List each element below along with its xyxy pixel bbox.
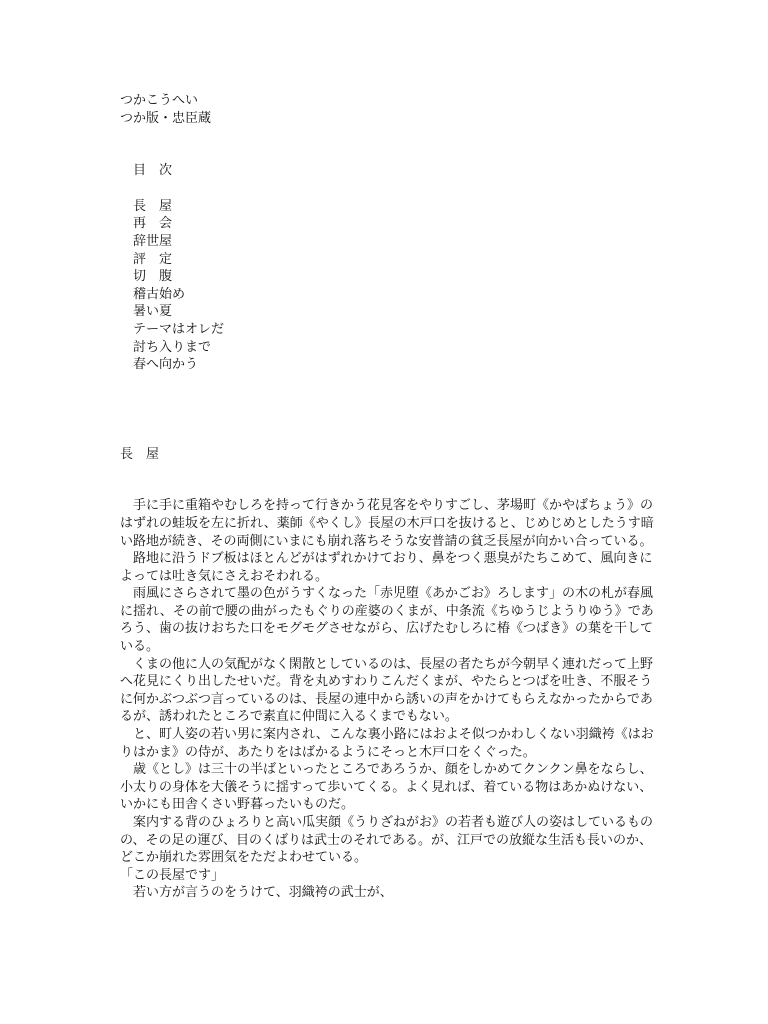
toc-list — [133, 198, 660, 374]
toc-item: 暑い夏 — [133, 304, 173, 320]
table-of-contents — [120, 162, 660, 374]
paragraph: 若い方が言うのをうけて、羽織袴の武士が、 — [133, 885, 393, 901]
toc-item: 稽古始め — [133, 286, 186, 302]
dialogue-line: 「この長屋です」 — [120, 867, 225, 883]
toc-heading: 目 次 — [133, 163, 173, 179]
paragraph: くまの他に人の気配がなく閑散としているのは、長屋の者たちが今朝早く連れだって上野へ花見にくり出したせいだ。背を丸めすわりこんだくまが、やたらとつばを吐き、不服そうに何かぶつぶつ言っているのは、長屋の連中から誘いの声をかけてもらえなかったからであるが、誘われたところで素直に仲間に入るくまでもない。 — [120, 656, 654, 725]
paragraph: 手に手に重箱やむしろを持って行きかう花見客をやりすごし、茅場町《かやばちょう》のはずれの蛙坂を左に折れ、薬師《やくし》長屋の木戸口を抜けると、じめじめとしたうす暗い路地が続き、その両側にいまにも崩れ落ちそうな安普請の貧乏長屋が向かい合っている。 — [120, 498, 654, 549]
toc-item: 討ち入りまで — [133, 339, 212, 355]
paragraph: 案内する背のひょろりと高い瓜実顔《うりざねがお》の若者も遊び人の姿はしているものの、その足の運び、目のくばりは武士のそれである。が、江戸での放縦な生活も長いのか、どこか崩れた雰囲気をただよわせている。 — [120, 815, 654, 866]
chapter-body — [120, 497, 660, 902]
toc-item: 辞世屋 — [133, 233, 173, 249]
author-name: つかこうへい — [120, 93, 199, 108]
document-title: つか版・忠臣蔵 — [120, 110, 212, 126]
toc-item: 春へ向かう — [133, 357, 199, 373]
chapter-heading: 長 屋 — [120, 446, 160, 462]
toc-item: 切 腹 — [133, 269, 173, 285]
paragraph: 雨風にさらされて墨の色がうすくなった「赤児堕《あかごお》ろします」の木の札が春風に揺れ、その前で腰の曲がったもぐりの産婆のくまが、中条流《ちゆうじようりゆう》であろう、歯の抜けおちた口をモグモグさせながら、広げたむしろに椿《つばき》の葉を干している。 — [120, 586, 654, 655]
paragraph: と、町人姿の若い男に案内され、こんな裏小路にはおよそ似つかわしくない羽織袴《はおりはかま》の侍が、あたりをはばかるようにそっと木戸口をくぐった。 — [120, 727, 654, 760]
document-page — [120, 92, 660, 902]
paragraph: 歳《とし》は三十の半ばといったところであろうか、顔をしかめてクンクン鼻をならし、小太りの身体を大儀そうに揺すって歩いてくる。よく見れば、着ている物はあかぬけない、いかにも田舎くさい野暮ったいものだ。 — [120, 762, 653, 813]
toc-item: 評 定 — [133, 251, 173, 267]
paragraph: 路地に沿うドブ板はほとんどがはずれかけており、鼻をつく悪臭がたちこめて、風向きによっては吐き気にさえおそわれる。 — [120, 551, 653, 584]
toc-item: 長 屋 — [133, 198, 173, 214]
toc-item: テーマはオレだ — [133, 321, 225, 337]
toc-item: 再 会 — [133, 216, 173, 232]
